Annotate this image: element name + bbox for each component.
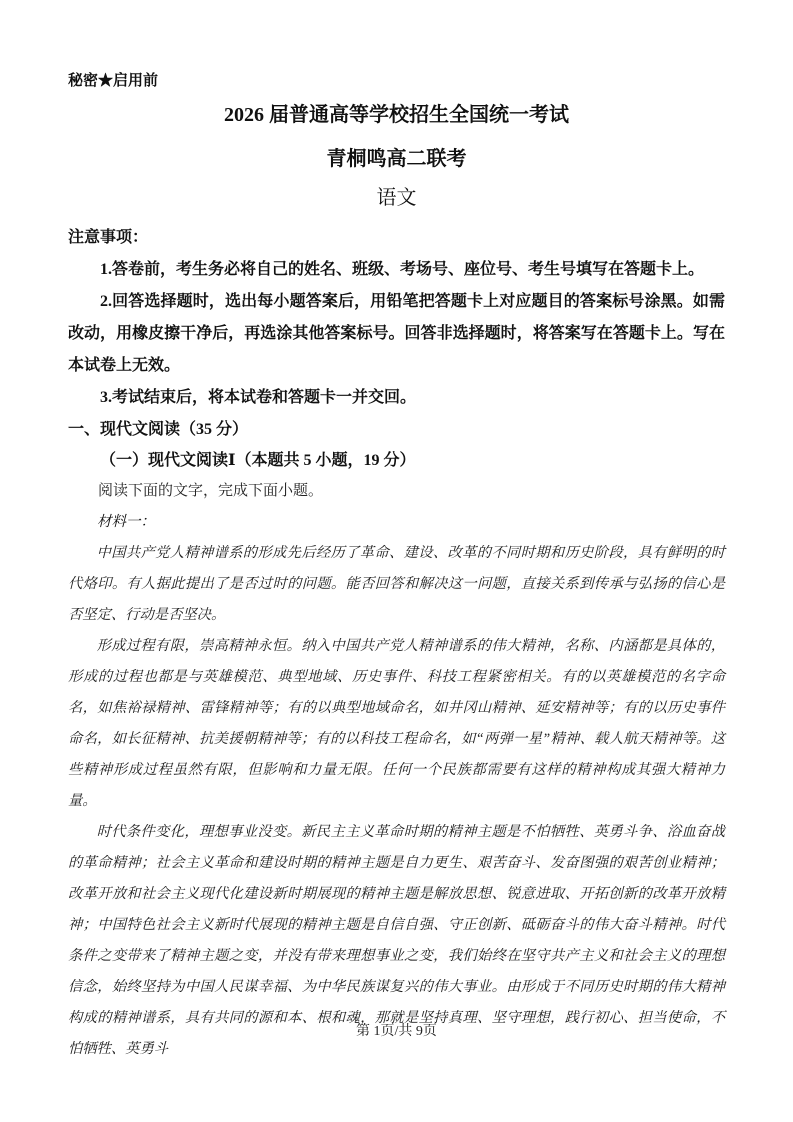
exam-subtitle: 青桐鸣高二联考 [326,148,467,170]
page-number-indicator: 第 1页/共 9页 [356,1024,437,1039]
notice-item-3: 3.考试结束后，将本试卷和答题卡一并交回。 [100,389,417,406]
section-heading-modern-reading: 一、现代文阅读（35 分） [68,421,249,438]
subject-title: 语文 [376,187,417,209]
notice-section [68,222,725,414]
material-1-label: 材料一： [97,514,155,530]
classification-label: 秘密★启用前 [68,73,159,89]
subsection-heading-reading-1: （一）现代文阅读Ⅰ（本题共 5 小题，19 分） [100,452,416,469]
material-paragraph-2: 形成过程有限，崇高精神永恒。纳入中国共产党人精神谱系的伟大精神，名称、内涵都是具体的，形成的过程也都是与英雄模范、典型地域、历史事件、科技工程紧密相关。有的以英雄模范的名字命名，如焦裕禄精神、雷锋精神等；有的以典型地域命名，如井冈山精神、延安精神等；有的以历史事件命名，如长征精神、抗美援朝精神等；有的以科技工程命名，如“两弹一星”精神、载人航天精神等。这些精神形成过程虽然有限，但影响和力量无限。任何一个民族都需要有这样的精神构成其强大精神力量。 [68,638,725,809]
material-paragraph-1: 中国共产党人精神谱系的形成先后经历了革命、建设、改革的不同时期和历史阶段，具有鲜明的时代烙印。有人据此提出了是否过时的问题。能否回答和解决这一问题，直接关系到传承与弘扬的信心是否坚定、行动是否坚决。 [68,545,725,623]
material-paragraph-3: 时代条件变化，理想事业没变。新民主主义革命时期的精神主题是不怕牺牲、英勇斗争、浴血奋战的革命精神；社会主义革命和建设时期的精神主题是自力更生、艰苦奋斗、发奋图强的艰苦创业精神；改革开放和社会主义现代化建设新时期展现的精神主题是解放思想、锐意进取、开拓创新的改革开放精神；中国特色社会主义新时代展现的精神主题是自信自强、守正创新、砥砺奋斗的伟大奋斗精神。时代条件之变带来了精神主题之变，并没有带来理想事业之变，我们始终在坚守共产主义和社会主义的理想信念，始终坚持为中国人民谋幸福、为中华民族谋复兴的伟大事业。由形成于不同历史时期的伟大精神构成的精神谱系，具有共同的源和本、根和魂，那就是坚持真理、坚守理想，践行初心、担当使命，不怕牺牲、英勇斗 [68,824,725,1057]
exam-title: 2026 届普通高等学校招生全国统一考试 [224,104,569,126]
notice-item-2: 2.回答选择题时，选出每小题答案后，用铅笔把答题卡上对应题目的答案标号涂黑。如需改动，用橡皮擦干净后，再选涂其他答案标号。回答非选择题时，将答案写在答题卡上。写在本试卷上无效。 [68,293,725,374]
notice-heading: 注意事项： [68,229,149,246]
reading-instruction: 阅读下面的文字，完成下面小题。 [98,483,324,499]
notice-item-1: 1.答卷前，考生务必将自己的姓名、班级、考场号、座位号、考生号填写在答题卡上。 [100,261,705,278]
